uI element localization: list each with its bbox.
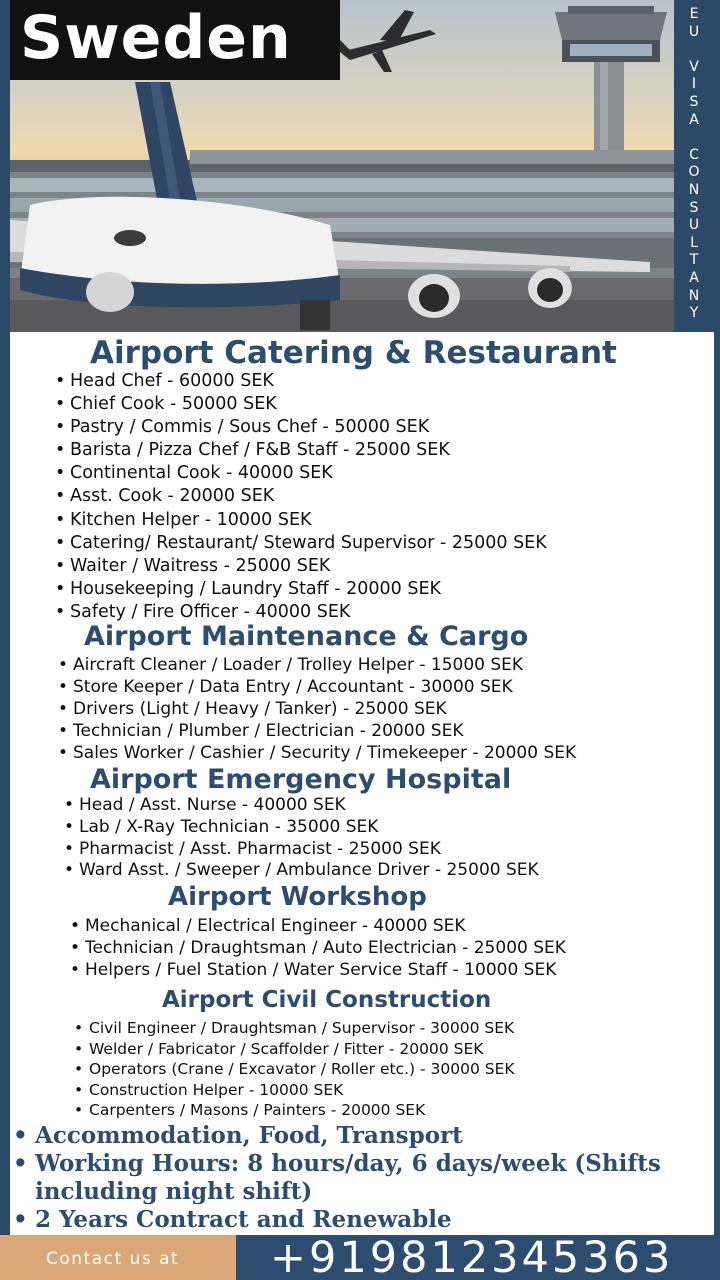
right-frame-band [714,0,720,1235]
side-vertical-text [674,0,714,332]
job-item: • Technician / Draughtsman / Auto Electrician - 25000 SEK [85,938,566,960]
maintenance-job-list [73,654,576,764]
job-item: • Civil Engineer / Draughtsman / Supervisor - 30000 SEK [89,1018,515,1039]
side-vertical-banner [674,0,714,332]
job-item: • Continental Cook - 40000 SEK [70,462,547,485]
side-letter: A [689,111,699,128]
benefit-item: • Accommodation, Food, Transport [35,1122,675,1150]
side-letter: C [689,146,699,163]
job-item: • Head Chef - 60000 SEK [70,370,547,393]
page-title: Sweden [20,3,292,73]
job-item: • Pharmacist / Asst. Pharmacist - 25000 SEK [79,839,539,861]
job-item: • Helpers / Fuel Station / Water Service Staff - 10000 SEK [85,960,566,982]
side-letter: T [689,252,699,269]
job-item: • Drivers (Light / Heavy / Tanker) - 25000 SEK [73,698,576,720]
side-letter: L [690,234,698,251]
job-item: • Sales Worker / Cashier / Security / Timekeeper - 20000 SEK [73,742,576,764]
job-item: • Safety / Fire Officer - 40000 SEK [70,601,547,624]
side-letter [692,129,696,147]
job-item: • Pastry / Commis / Sous Chef - 50000 SEK [70,416,547,439]
flying-airplane [332,10,436,72]
job-item: • Ward Asst. / Sweeper / Ambulance Driver - 25000 SEK [79,860,539,882]
benefit-item: • 2 Years Contract and Renewable [35,1206,675,1234]
side-letter: I [691,76,697,93]
job-item: • Lab / X-Ray Technician - 35000 SEK [79,817,539,839]
benefit-item: • Working Hours: 8 hours/day, 6 days/week (Shifts including night shift) [35,1150,675,1206]
catering-job-list [70,370,547,624]
side-letter [692,41,696,59]
job-item: • Mechanical / Electrical Engineer - 40000 SEK [85,916,566,938]
side-letter: Y [689,305,699,322]
job-item: • Store Keeper / Data Entry / Accountant - 30000 SEK [73,676,576,698]
side-letter: A [689,269,699,286]
section-heading-catering: Airport Catering & Restaurant [90,335,617,371]
job-item: • Head / Asst. Nurse - 40000 SEK [79,795,539,817]
job-item: • Asst. Cook - 20000 SEK [70,485,547,508]
hospital-job-list [79,795,539,882]
section-heading-construction: Airport Civil Construction [162,987,492,1013]
job-item: • Waiter / Waitress - 25000 SEK [70,555,547,578]
job-item: • Operators (Crane / Excavator / Roller etc.) - 30000 SEK [89,1059,515,1080]
side-letter: S [689,199,699,216]
job-item: • Aircraft Cleaner / Loader / Trolley Helper - 15000 SEK [73,654,576,676]
side-letter: U [688,23,700,40]
section-heading-workshop: Airport Workshop [168,882,427,912]
side-letter: N [688,287,700,304]
phone-number[interactable]: +919812345363 [270,1233,674,1280]
side-letter: O [688,164,700,181]
job-item: • Barista / Pizza Chef / F&B Staff - 25000 SEK [70,439,547,462]
side-letter: U [688,217,700,234]
section-heading-maintenance: Airport Maintenance & Cargo [84,621,529,652]
contact-label-band [0,1235,236,1280]
side-letter: N [688,181,700,198]
job-item: • Technician / Plumber / Electrician - 20000 SEK [73,720,576,742]
job-item: • Kitchen Helper - 10000 SEK [70,509,547,532]
job-item: • Chief Cook - 50000 SEK [70,393,547,416]
job-item: • Welder / Fabricator / Scaffolder / Fitter - 20000 SEK [89,1039,515,1060]
side-letter: V [689,58,699,75]
job-item: • Carpenters / Masons / Painters - 20000 SEK [89,1100,515,1121]
benefits-list [35,1122,675,1234]
side-letter: S [689,93,699,110]
side-letter: E [689,6,699,22]
contact-label: Contact us at [46,1249,180,1269]
left-frame-band [0,0,10,1235]
workshop-job-list [85,916,566,981]
phone-band[interactable] [236,1235,720,1280]
job-item: • Housekeeping / Laundry Staff - 20000 SEK [70,578,547,601]
job-item: • Construction Helper - 10000 SEK [89,1080,515,1101]
section-heading-hospital: Airport Emergency Hospital [90,764,512,795]
construction-job-list [89,1018,515,1121]
job-item: • Catering/ Restaurant/ Steward Supervisor - 25000 SEK [70,532,547,555]
